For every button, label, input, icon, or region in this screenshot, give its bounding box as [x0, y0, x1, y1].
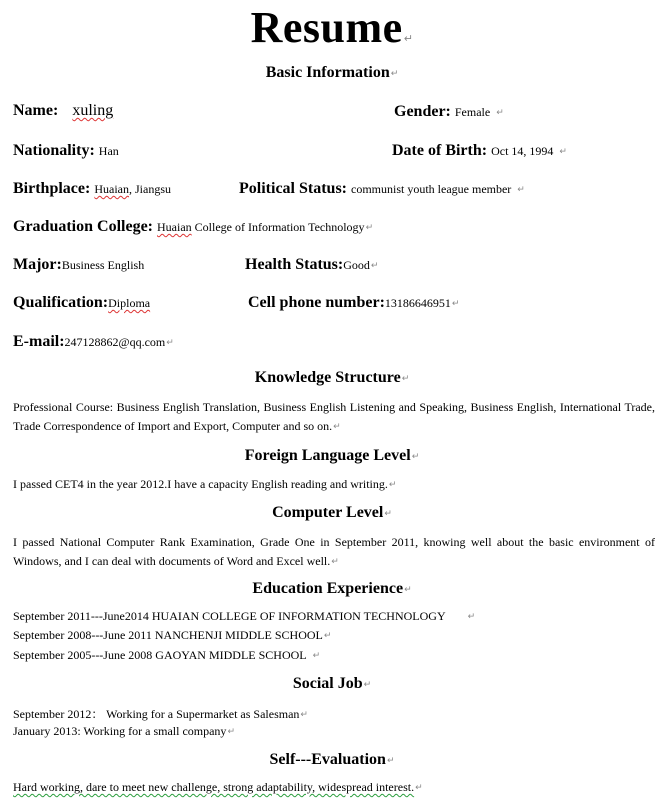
cell-phone-field: [248, 294, 459, 312]
paragraph-mark-icon: ↵: [390, 69, 399, 79]
social-job-heading: Social Job↵: [292, 675, 372, 692]
political-status-field: [239, 180, 525, 198]
nationality-label: Nationality:: [13, 142, 95, 159]
paragraph-mark-icon: ↵: [227, 727, 235, 737]
paragraph-mark-icon: ↵: [404, 585, 412, 595]
paragraph-mark-icon: ↵: [401, 374, 410, 384]
graduation-college-city: Huaian: [157, 220, 192, 234]
paragraph-mark-icon: ↵: [403, 32, 414, 45]
cell-phone-label: Cell phone number:: [248, 294, 385, 311]
nationality-value: Han: [98, 144, 119, 158]
paragraph-mark-icon: ↵: [166, 338, 174, 348]
knowledge-structure-text: Professional Course: Business English Translation, Business English Listening and Speaking, Business English, International Trade, Trade Correspondence of Import and Export, Computer and so on.↵: [13, 400, 655, 433]
qualification-field: [13, 294, 150, 312]
birthplace-label: Birthplace:: [13, 180, 91, 197]
birthplace-province: , Jiangsu: [128, 182, 171, 196]
paragraph-mark-icon: ↵: [411, 452, 420, 462]
name-label: Name:: [13, 102, 59, 119]
paragraph-mark-icon: ↵: [365, 223, 374, 233]
graduation-college-label: Graduation College:: [13, 218, 153, 235]
paragraph-mark-icon: ↵: [323, 631, 332, 641]
paragraph-mark-icon: ↵: [331, 557, 339, 567]
date-of-birth-label: Date of Birth:: [392, 142, 488, 159]
social-job-item: January 2013: Working for a small company↵: [13, 724, 235, 738]
graduation-college-name: College of Information Technology: [191, 220, 365, 234]
email-value: 247128862@qq.com: [64, 335, 166, 349]
health-status-field: [245, 256, 378, 274]
paragraph-mark-icon: ↵: [415, 783, 423, 793]
name-field: [13, 102, 113, 120]
nationality-field: [13, 142, 119, 160]
self-evaluation-heading: Self---Evaluation↵: [269, 751, 395, 768]
date-of-birth-field: [392, 142, 567, 160]
paragraph-mark-icon: ↵: [300, 710, 308, 720]
paragraph-mark-icon: ↵: [333, 422, 341, 432]
education-heading: Education Experience↵: [252, 580, 412, 597]
knowledge-structure-heading: Knowledge Structure↵: [254, 369, 410, 386]
social-job-item: September 2012： Working for a Supermarket as Salesman↵: [13, 707, 308, 721]
paragraph-mark-icon: ↵: [451, 299, 460, 309]
paragraph-mark-icon: ↵: [496, 108, 504, 118]
paragraph-mark-icon: ↵: [517, 185, 525, 195]
paragraph-mark-icon: ↵: [559, 147, 567, 157]
paragraph-mark-icon: ↵: [370, 261, 379, 271]
foreign-language-heading: Foreign Language Level↵: [244, 447, 420, 464]
birthplace-field: [13, 180, 171, 198]
major-field: [13, 256, 144, 274]
email-label: E-mail:: [13, 333, 65, 350]
date-of-birth-value: Oct 14, 1994: [491, 144, 554, 158]
graduation-college-field: [13, 218, 373, 236]
paragraph-mark-icon: ↵: [363, 680, 372, 690]
gender-value: Female: [454, 105, 491, 119]
health-status-label: Health Status:: [245, 256, 344, 273]
email-field: [13, 333, 174, 351]
education-item: September 2005---June 2008 GAOYAN MIDDLE SCHOOL ↵: [13, 648, 321, 662]
major-label: Major:: [13, 256, 62, 273]
basic-information-heading: Basic Information↵: [265, 64, 399, 81]
paragraph-mark-icon: ↵: [384, 509, 392, 519]
name-value: xuling: [72, 102, 114, 119]
education-item: September 2011---June2014 HUAIAN COLLEGE OF INFORMATION TECHNOLOGY ↵: [13, 609, 476, 623]
paragraph-mark-icon: ↵: [312, 651, 321, 661]
foreign-language-text: I passed CET4 in the year 2012.I have a capacity English reading and writing.↵: [13, 477, 397, 491]
qualification-label: Qualification:: [13, 294, 109, 311]
gender-field: [394, 103, 504, 121]
political-status-value: communist youth league member: [351, 182, 512, 196]
political-status-label: Political Status:: [239, 180, 347, 197]
birthplace-city: Huaian: [94, 182, 129, 196]
paragraph-mark-icon: ↵: [467, 612, 476, 622]
self-evaluation-text: Hard working, dare to meet new challenge, strong adaptability, widespread interest.↵: [13, 780, 423, 794]
major-value: Business English: [61, 258, 145, 272]
health-status-value: Good: [343, 258, 370, 272]
paragraph-mark-icon: ↵: [386, 756, 395, 766]
computer-level-heading: Computer Level↵: [272, 504, 392, 521]
cell-phone-value: 13186646951: [384, 296, 451, 310]
paragraph-mark-icon: ↵: [388, 480, 397, 490]
gender-label: Gender:: [394, 103, 451, 120]
computer-level-text: I passed National Computer Rank Examination, Grade One in September 2011, knowing well about the basic environment of Windows, and I can deal with documents of Word and Excel well.↵: [13, 535, 655, 568]
resume-title: Resume↵: [250, 3, 414, 52]
education-item: September 2008---June 2011 NANCHENJI MIDDLE SCHOOL↵: [13, 628, 332, 642]
qualification-value: Diploma: [108, 296, 151, 310]
